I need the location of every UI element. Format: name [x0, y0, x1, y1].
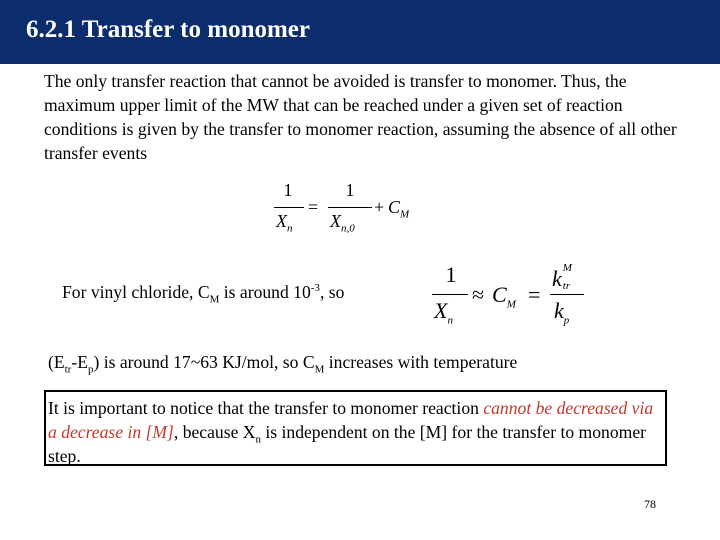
- eq2-den-sub: n: [447, 314, 453, 327]
- eq2-cm-sub: M: [506, 298, 516, 311]
- eq2-cm: C: [492, 282, 507, 307]
- eq1-equals: =: [308, 197, 319, 217]
- eq2-numerator: 1: [445, 262, 457, 287]
- emphasis-text: cannot be decreased via a decrease in [M]: [48, 398, 654, 442]
- intro-paragraph: The only transfer reaction that cannot be avoided is transfer to monomer. Thus, the maximum upper limit of the MW that can be reached under a given set of reaction conditions is given by the transfer to monomer reaction, assuming the absence of all other transfer events: [44, 71, 677, 163]
- vinyl-chloride-line: For vinyl chloride, $C_M$ is around $10^{-3}$, so: [62, 282, 345, 306]
- eq2-kp: k: [554, 298, 564, 323]
- page-number: 78: [644, 497, 656, 511]
- eq2-ktr: k: [552, 266, 562, 291]
- title-bar: [0, 0, 720, 64]
- eq1-rhs-denominator: X: [330, 211, 341, 231]
- eq2-ktr-sup: M: [562, 262, 572, 274]
- eq1-plus: +: [374, 197, 385, 217]
- note-box: It is important to notice that the transfer to monomer reaction cannot be decreased via a decrease in [M], because $X_n$ is independent on the [M] for the transfer to monomer step.: [44, 390, 667, 466]
- eq1-lhs-den-sub: n: [287, 222, 293, 235]
- eq1-lhs-denominator: X: [276, 211, 287, 231]
- activation-energy-line: $(E_{tr}-E_p)$ is around 17~63 KJ/mol, so $C_M$ increases with temperature: [48, 352, 518, 376]
- eq1-rhs-den-sub: n,0: [341, 222, 355, 235]
- eq2-equals: =: [528, 282, 541, 307]
- eq2-denominator: X: [434, 298, 448, 323]
- eq1-lhs-numerator: 1: [283, 180, 293, 200]
- equation-transfer-constant: [430, 262, 600, 332]
- equation-mayo: [270, 180, 430, 240]
- eq2-kp-sub: p: [563, 314, 570, 327]
- slide-title: 6.2.1 Transfer to monomer: [26, 16, 310, 43]
- eq1-transfer-constant-sub: M: [400, 208, 410, 221]
- eq2-approx: ≈: [472, 282, 485, 307]
- eq1-rhs-numerator: 1: [345, 180, 355, 200]
- eq2-ktr-sub: tr: [562, 280, 571, 292]
- eq1-transfer-constant: C: [388, 197, 401, 217]
